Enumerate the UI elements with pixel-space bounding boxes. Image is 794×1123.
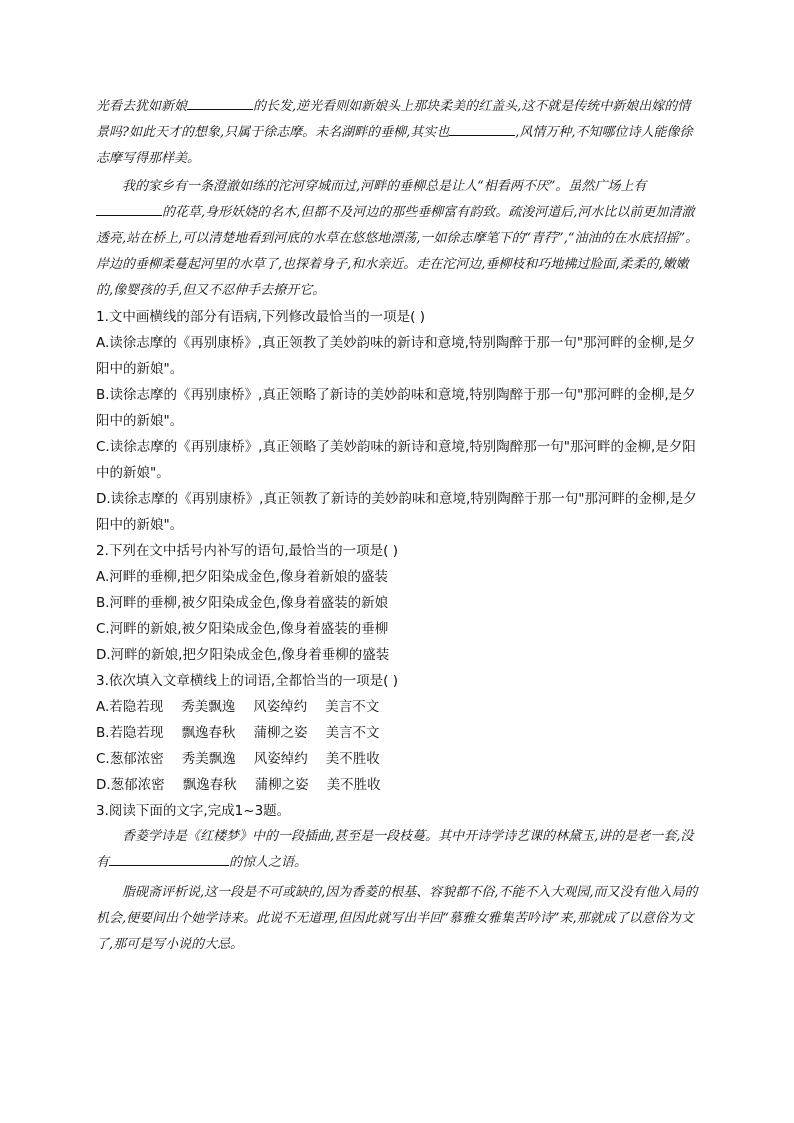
- fill-blank-1[interactable]: [187, 95, 253, 110]
- question-3-option-a[interactable]: [96, 694, 702, 720]
- question-3: [96, 668, 702, 798]
- question-3-option-d[interactable]: [96, 772, 702, 798]
- passage-text: 我的家乡有一条澄澈如练的沱河穿城而过,河畔的垂柳总是让人“相看两不厌”。虽然广场上有: [122, 179, 647, 194]
- option-word: 美不胜收: [325, 751, 380, 767]
- fill-blank-4[interactable]: [109, 851, 229, 866]
- question-2-option-d[interactable]: D.河畔的新娘,把夕阳染成金色,像身着垂柳的盛装: [96, 647, 390, 663]
- option-word: 秀美飘逸: [181, 751, 236, 767]
- option-word: 风姿绰约: [253, 699, 308, 715]
- passage-text: ,风情万种,不知哪位诗人能像徐志摩写得那样美。: [96, 125, 693, 166]
- question-1-option-a[interactable]: A.读徐志摩的《再别康桥》,真正领教了美妙韵味的新诗和意境,特别陶醉于那一句"那河畔的金柳,是夕阳中的新娘"。: [96, 335, 696, 377]
- fill-blank-3[interactable]: [96, 201, 162, 216]
- question-1-option-d[interactable]: D.读徐志摩的《再别康桥》,真正领教了新诗的美妙韵味和意境,特别陶醉于那一句"那河畔的金柳,是夕阳中的新娘"。: [96, 491, 697, 533]
- option-word: 飘逸春秋: [181, 725, 236, 741]
- option-word: 蒲柳之姿: [254, 777, 309, 793]
- fill-blank-2[interactable]: [449, 121, 515, 136]
- question-3-stem: 3.依次填入文章横线上的词语,全都恰当的一项是( ): [96, 673, 398, 689]
- option-word: 飘逸春秋: [182, 777, 237, 793]
- option-word: 美不胜收: [326, 777, 381, 793]
- option-word: D.葱郁浓密: [96, 777, 165, 793]
- question-3-option-b[interactable]: [96, 720, 702, 746]
- option-word: 蒲柳之姿: [253, 725, 308, 741]
- worksheet-page: [96, 94, 702, 958]
- passage-paragraph-1: [96, 94, 702, 172]
- question-1-stem: 1.文中画横线的部分有语病,下列修改最恰当的一项是( ): [96, 309, 425, 325]
- passage-text: 的长发,逆光看则如新娘头上那块柔美的红盖头,这不就是传统中新娘出嫁的情景吗?如此天才的想象,只属于徐志摩。未名湖畔的垂柳,其实也: [96, 99, 691, 140]
- option-word: C.葱郁浓密: [96, 751, 164, 767]
- question-1-option-b[interactable]: B.读徐志摩的《再别康桥》,真正领略了新诗的美妙韵味和意境,特别陶醉于那一句"那河畔的金柳,是夕阳中的新娘"。: [96, 387, 696, 429]
- passage-text: 香菱学诗是《红楼梦》中的一段插曲,甚至是一段枝蔓。其中开诗学诗艺课的林黛玉,讲的是老一套,没有: [96, 829, 694, 870]
- question-2-option-a[interactable]: A.河畔的垂柳,把夕阳染成金色,像身着新娘的盛装: [96, 569, 388, 585]
- option-word: A.若隐若现: [96, 699, 164, 715]
- question-2: [96, 538, 702, 668]
- passage-paragraph-2: [96, 174, 702, 304]
- passage2-paragraph-2: 脂砚斋评析说,这一段是不可或缺的,因为香菱的根基、容貌都不俗,不能不入大观园,而又没有他入局的机会,便要间出个她学诗来。此说不无道理,但因此就写出半回“慕雅女雅集苦吟诗”来,那就成了以意俗为文了,那可是写小说的大忌。: [96, 885, 698, 952]
- passage-text: 的惊人之语。: [229, 855, 308, 870]
- question-1-option-c[interactable]: C.读徐志摩的《再别康桥》,真正领略了美妙韵味的新诗和意境,特别陶醉那一句"那河畔的金柳,是夕阳中的新娘"。: [96, 439, 696, 481]
- option-word: 美言不文: [325, 725, 380, 741]
- passage2-paragraph-1: [96, 824, 702, 876]
- question-2-option-c[interactable]: C.河畔的新娘,被夕阳染成金色,像身着盛装的垂柳: [96, 621, 389, 637]
- option-word: 秀美飘逸: [181, 699, 236, 715]
- passage-text: 光看去犹如新娘: [96, 99, 188, 114]
- section-heading: 3.阅读下面的文字,完成1~3题。: [96, 803, 291, 819]
- question-1: [96, 304, 702, 538]
- option-word: B.若隐若现: [96, 725, 164, 741]
- option-word: 风姿绰约: [253, 751, 308, 767]
- question-3-option-c[interactable]: [96, 746, 702, 772]
- question-2-stem: 2.下列在文中括号内补写的语句,最恰当的一项是( ): [96, 543, 398, 559]
- option-word: 美言不文: [325, 699, 380, 715]
- question-2-option-b[interactable]: B.河畔的垂柳,被夕阳染成金色,像身着盛装的新娘: [96, 595, 389, 611]
- passage-text: 的花草,身形妖娆的名木,但都不及河边的那些垂柳富有韵致。疏浚河道后,河水比以前更加清澈透亮,站在桥上,可以清楚地看到河底的水草在悠悠地漂荡,一如徐志摩笔下的“青荇”,“油油的在水底招摇”。岸边的垂柳柔蔓起河里的水草了,也探着身子,和水亲近。走在沱河边,垂柳枝和巧地拂过脸面,柔柔的,嫩嫩的,像婴孩的手,但又不忍伸手去撩开它。: [96, 205, 699, 298]
